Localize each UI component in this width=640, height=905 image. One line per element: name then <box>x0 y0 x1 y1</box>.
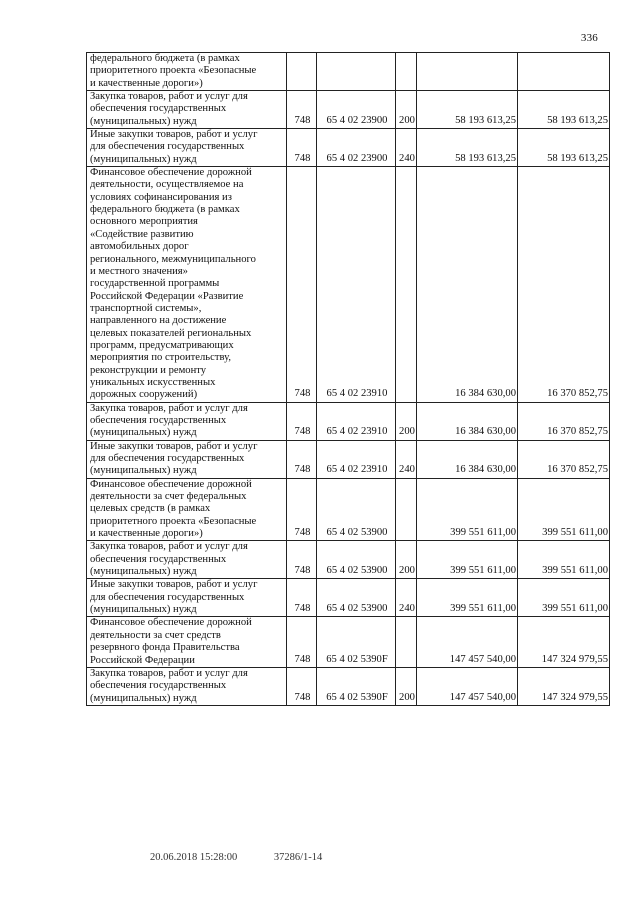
amount-planned: 16 384 630,00 <box>417 402 518 440</box>
description-line: Закупка товаров, работ и услуг для <box>90 541 248 553</box>
row-description <box>87 667 287 705</box>
table-row <box>87 541 610 579</box>
expense-type-code <box>396 478 417 541</box>
row-description <box>87 402 287 440</box>
print-datetime: 20.06.2018 15:28:00 <box>150 852 238 863</box>
description-line: транспортной системы», <box>90 302 202 314</box>
page-number: 336 <box>580 32 598 44</box>
table-row <box>87 478 610 541</box>
row-description <box>87 478 287 541</box>
ministry-code: 748 <box>287 91 317 129</box>
description-line: «Содействие развитию <box>90 228 194 240</box>
amount-planned: 58 193 613,25 <box>417 129 518 167</box>
amount-planned: 399 551 611,00 <box>417 541 518 579</box>
table-row <box>87 402 610 440</box>
row-description <box>87 91 287 129</box>
target-article-code: 65 4 02 53900 <box>317 579 396 617</box>
ministry-code: 748 <box>287 129 317 167</box>
amount-planned: 147 457 540,00 <box>417 617 518 667</box>
row-description <box>87 617 287 667</box>
amount-executed: 399 551 611,00 <box>518 541 610 579</box>
description-line: автомобильных дорог <box>90 241 189 253</box>
description-line: Закупка товаров, работ и услуг для <box>90 402 248 414</box>
amount-planned <box>417 53 518 91</box>
expense-type-code: 240 <box>396 579 417 617</box>
target-article-code: 65 4 02 23910 <box>317 167 396 403</box>
target-article-code: 65 4 02 5390F <box>317 667 396 705</box>
table-row <box>87 440 610 478</box>
ministry-code: 748 <box>287 478 317 541</box>
description-line: Закупка товаров, работ и услуг для <box>90 91 248 103</box>
row-description <box>87 541 287 579</box>
description-line: (муниципальных) нужд <box>90 153 197 165</box>
description-line: Финансовое обеспечение дорожной <box>90 167 252 179</box>
document-number: 37286/1-14 <box>273 852 323 863</box>
description-line: (муниципальных) нужд <box>90 427 197 439</box>
amount-executed: 58 193 613,25 <box>518 129 610 167</box>
description-line: Финансовое обеспечение дорожной <box>90 617 252 629</box>
amount-planned: 16 384 630,00 <box>417 167 518 403</box>
target-article-code: 65 4 02 53900 <box>317 541 396 579</box>
table-row <box>87 53 610 91</box>
table-row <box>87 667 610 705</box>
description-line: (муниципальных) нужд <box>90 604 197 616</box>
table-row <box>87 129 610 167</box>
expense-type-code <box>396 167 417 403</box>
amount-executed: 58 193 613,25 <box>518 91 610 129</box>
description-line: Иные закупки товаров, работ и услуг <box>90 579 258 591</box>
amount-executed: 147 324 979,55 <box>518 617 610 667</box>
ministry-code: 748 <box>287 667 317 705</box>
description-line: Иные закупки товаров, работ и услуг <box>90 129 258 141</box>
footer <box>150 852 322 863</box>
amount-executed <box>518 53 610 91</box>
amount-executed: 16 370 852,75 <box>518 167 610 403</box>
target-article-code: 65 4 02 5390F <box>317 617 396 667</box>
amount-executed: 16 370 852,75 <box>518 440 610 478</box>
description-line: приоритетного проекта «Безопасные <box>90 65 257 77</box>
expense-type-code: 200 <box>396 541 417 579</box>
description-line: федерального бюджета (в рамках <box>90 204 240 216</box>
table-row <box>87 91 610 129</box>
amount-executed: 16 370 852,75 <box>518 402 610 440</box>
amount-planned: 399 551 611,00 <box>417 478 518 541</box>
description-line: деятельности за счет средств <box>90 629 221 641</box>
description-line: Финансовое обеспечение дорожной <box>90 478 252 490</box>
description-line: обеспечения государственных <box>90 103 227 115</box>
description-line: целевых показателей региональных <box>90 327 252 339</box>
table-row <box>87 579 610 617</box>
expense-type-code: 200 <box>396 91 417 129</box>
expense-type-code: 200 <box>396 667 417 705</box>
budget-table <box>86 52 610 706</box>
target-article-code: 65 4 02 23910 <box>317 402 396 440</box>
row-description <box>87 167 287 403</box>
description-line: уникальных искусственных <box>90 376 216 388</box>
description-line: Закупка товаров, работ и услуг для <box>90 667 248 679</box>
description-line: регионального, межмуниципального <box>90 253 256 265</box>
description-line: основного мероприятия <box>90 216 198 228</box>
row-description <box>87 129 287 167</box>
ministry-code: 748 <box>287 167 317 403</box>
expense-type-code: 240 <box>396 440 417 478</box>
description-line: федерального бюджета (в рамках <box>90 53 240 64</box>
amount-executed: 399 551 611,00 <box>518 579 610 617</box>
target-article-code: 65 4 02 23900 <box>317 91 396 129</box>
ministry-code: 748 <box>287 440 317 478</box>
description-line: государственной программы <box>90 278 220 290</box>
ministry-code <box>287 53 317 91</box>
description-line: обеспечения государственных <box>90 553 227 565</box>
description-line: целевых средств (в рамках <box>90 503 211 515</box>
description-line: (муниципальных) нужд <box>90 566 197 578</box>
target-article-code: 65 4 02 53900 <box>317 478 396 541</box>
table-row <box>87 617 610 667</box>
description-line: Иные закупки товаров, работ и услуг <box>90 440 258 452</box>
ministry-code: 748 <box>287 541 317 579</box>
description-line: резервного фонда Правительства <box>90 642 240 654</box>
description-line: программ, предусматривающих <box>90 339 234 351</box>
description-line: Российской Федерации <box>90 654 195 666</box>
expense-type-code: 200 <box>396 402 417 440</box>
description-line: (муниципальных) нужд <box>90 115 197 127</box>
description-line: деятельности за счет федеральных <box>90 491 247 503</box>
description-line: Российской Федерации «Развитие <box>90 290 244 302</box>
amount-executed: 399 551 611,00 <box>518 478 610 541</box>
row-description <box>87 579 287 617</box>
amount-planned: 147 457 540,00 <box>417 667 518 705</box>
amount-planned: 399 551 611,00 <box>417 579 518 617</box>
description-line: (муниципальных) нужд <box>90 465 197 477</box>
description-line: мероприятия по строительству, <box>90 352 231 364</box>
amount-planned: 58 193 613,25 <box>417 91 518 129</box>
description-line: и качественные дороги») <box>90 528 203 540</box>
description-line: для обеспечения государственных <box>90 453 245 464</box>
description-line: направленного на достижение <box>90 315 227 327</box>
expense-type-code <box>396 53 417 91</box>
description-line: реконструкции и ремонту <box>90 364 207 376</box>
amount-executed: 147 324 979,55 <box>518 667 610 705</box>
description-line: (муниципальных) нужд <box>90 692 197 704</box>
description-line: для обеспечения государственных <box>90 141 245 153</box>
ministry-code: 748 <box>287 402 317 440</box>
target-article-code: 65 4 02 23900 <box>317 129 396 167</box>
expense-type-code <box>396 617 417 667</box>
row-description <box>87 53 287 91</box>
description-line: для обеспечения государственных <box>90 591 245 603</box>
description-line: обеспечения государственных <box>90 414 227 426</box>
description-line: обеспечения государственных <box>90 680 227 692</box>
table-row <box>87 167 610 403</box>
description-line: дорожных сооружений) <box>90 389 198 401</box>
description-line: деятельности, осуществляемое на <box>90 179 244 191</box>
row-description <box>87 440 287 478</box>
description-line: и качественные дороги») <box>90 77 203 89</box>
ministry-code: 748 <box>287 617 317 667</box>
description-line: условиях софинансирования из <box>90 191 232 203</box>
target-article-code <box>317 53 396 91</box>
target-article-code: 65 4 02 23910 <box>317 440 396 478</box>
ministry-code: 748 <box>287 579 317 617</box>
expense-type-code: 240 <box>396 129 417 167</box>
description-line: и местного значения» <box>90 265 188 277</box>
description-line: приоритетного проекта «Безопасные <box>90 515 257 527</box>
amount-planned: 16 384 630,00 <box>417 440 518 478</box>
